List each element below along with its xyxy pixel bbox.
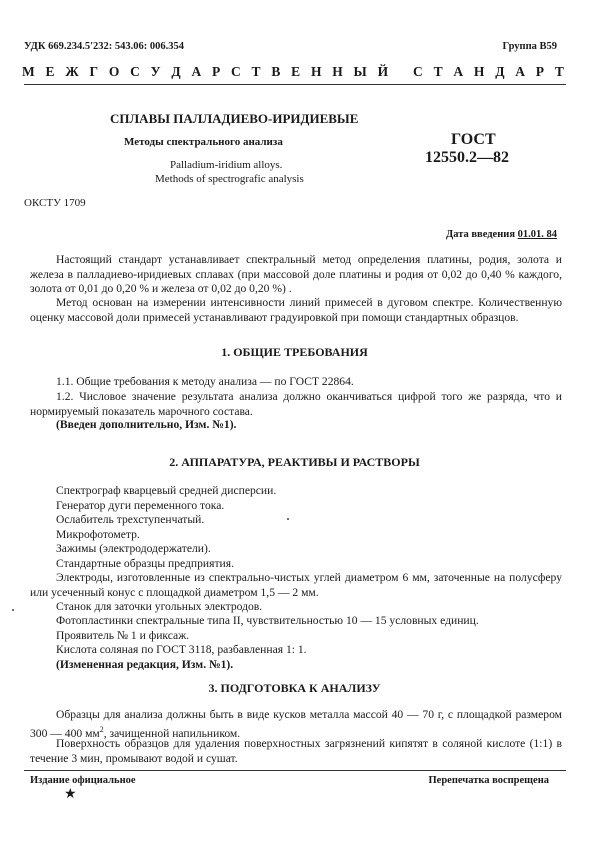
group-code: Группа В59 [502, 41, 557, 52]
banner-letter: Д [495, 64, 505, 79]
equipment-electrodes: Электроды, изготовленные из спектрально-чистых углей диаметром 6 мм, заточенные на полусферу или усеченный конус с площадкой диаметром 1,5 — 2 мм. [30, 571, 562, 599]
banner-letter: Е [45, 64, 55, 79]
section-1-item-1: 1.1. Общие требования к методу анализа — по ГОСТ 22864. [56, 375, 354, 388]
banner-letter: Н [473, 64, 485, 79]
banner-gap [399, 64, 402, 80]
gost-number: 12550.2—82 [425, 149, 509, 166]
banner-letter: Г [89, 64, 99, 79]
banner-letter: У [150, 64, 161, 79]
section-3-paragraph-1: Образцы для анализа должны быть в виде кусков металла массой 40 — 70 г, с площадкой размером 300 — 400 $мм^2$, зачищенной напильником. [30, 708, 562, 740]
equipment-item-2: Генератор дуги переменного тока. [56, 499, 225, 512]
section-1-item-2: 1.2. Числовое значение результата анализа должно оканчиваться цифрой того же разряда, что и нормируемый показатель марочного состава. [30, 390, 562, 418]
equipment-item-4: Микрофотометр. [56, 528, 140, 541]
banner-letter: Н [332, 64, 343, 79]
date-value: 01.01. 84 [517, 229, 557, 240]
section-1-heading: 1. ОБЩИЕ ТРЕБОВАНИЯ [221, 345, 368, 359]
banner-letter: В [271, 64, 281, 79]
section-3-paragraph-2: Поверхность образцов для удаления поверхностных загрязнений кипятят в соляной кислоте (1:1) в течение 3 мин, промывают водой и сушат. [30, 737, 562, 765]
section-1-note: (Введен дополнительно, Изм. №1). [56, 418, 237, 431]
reprint-prohibited-label: Перепечатка воспрещена [428, 775, 549, 786]
intro-paragraph-2: Метод основан на измерении интенсивности линий примесей в дуговом спектре. Количественную оценку массовой доли примесей устанавливают градуировкой при помощи стандартных образцов. [30, 296, 562, 324]
banner-letter: А [191, 64, 202, 79]
banner-letter: С [413, 64, 423, 79]
date-label: Дата введения [446, 229, 515, 240]
banner-letter: С [231, 64, 241, 79]
banner-letter: Н [310, 64, 322, 79]
official-edition-label: Издание официальное [30, 775, 136, 786]
intro-paragraph-1: Настоящий стандарт устанавливает спектральный метод определения платины, родия, золота и железа в палладиево-иридиевых сплавах (при массовой доле платины и родия от 0,02 до 0,40 % каждого, золота от 0,01 до 0,20 % и железа от 0,02 до 0,20 %) . [30, 253, 562, 296]
banner-letter: Е [291, 64, 301, 79]
scan-speck [287, 518, 289, 520]
star-icon: ★ [64, 787, 77, 802]
banner-letter: Т [251, 64, 261, 79]
banner-letter: Й [377, 64, 389, 79]
equipment-item-6: Стандартные образцы предприятия. [56, 557, 234, 570]
english-title: Palladium-iridium alloys. [170, 159, 283, 171]
banner-letter: Т [433, 64, 443, 79]
section-2-heading: 2. АППАРАТУРА, РЕАКТИВЫ И РАСТВОРЫ [169, 455, 420, 469]
equipment-item-8: Фотопластинки спектральные типа II, чувствительностью 10 — 15 условных единиц. [56, 614, 479, 627]
equipment-item-9: Проявитель № 1 и фиксаж. [56, 629, 190, 642]
banner-letter: Д [171, 64, 181, 79]
banner-letter: А [515, 64, 526, 79]
section-3-heading: 3. ПОДГОТОВКА К АНАЛИЗУ [208, 681, 381, 695]
scan-speck [12, 609, 14, 611]
equipment-item-3: Ослабитель трехступенчатый. [56, 513, 205, 526]
banner-letter: Р [535, 64, 545, 79]
equipment-item-1: Спектрограф кварцевый средней дисперсии. [56, 484, 277, 497]
banner-letter: Р [211, 64, 221, 79]
banner-letter: Ж [65, 64, 79, 79]
footer-rule [24, 770, 566, 771]
section-2-note: (Измененная редакция, Изм. №1). [56, 658, 234, 671]
superscript: 2 [99, 724, 104, 734]
banner-letter: А [453, 64, 464, 79]
header-rule [24, 84, 566, 85]
standard-banner [22, 64, 564, 80]
equipment-item-5: Зажимы (электрододержатели). [56, 542, 211, 555]
banner-letter: М [22, 64, 35, 79]
banner-letter: О [108, 64, 120, 79]
udk-code: УДК 669.234.5'232: 543.06: 006.354 [24, 41, 185, 52]
document-subtitle: Методы спектрального анализа [124, 136, 283, 148]
gost-label: ГОСТ [451, 131, 496, 148]
banner-letter: Ы [353, 64, 367, 79]
effective-date [446, 229, 557, 240]
equipment-item-7: Станок для заточки угольных электродов. [56, 600, 263, 613]
banner-letter: С [130, 64, 140, 79]
document-title: СПЛАВЫ ПАЛЛАДИЕВО-ИРИДИЕВЫЕ [110, 111, 359, 126]
equipment-item-10: Кислота соляная по ГОСТ 3118, разбавленная 1: 1. [56, 643, 307, 656]
okstu-code: ОКСТУ 1709 [24, 197, 86, 209]
english-subtitle: Methods of spectrografic analysis [155, 173, 304, 185]
banner-letter: Т [554, 64, 564, 79]
